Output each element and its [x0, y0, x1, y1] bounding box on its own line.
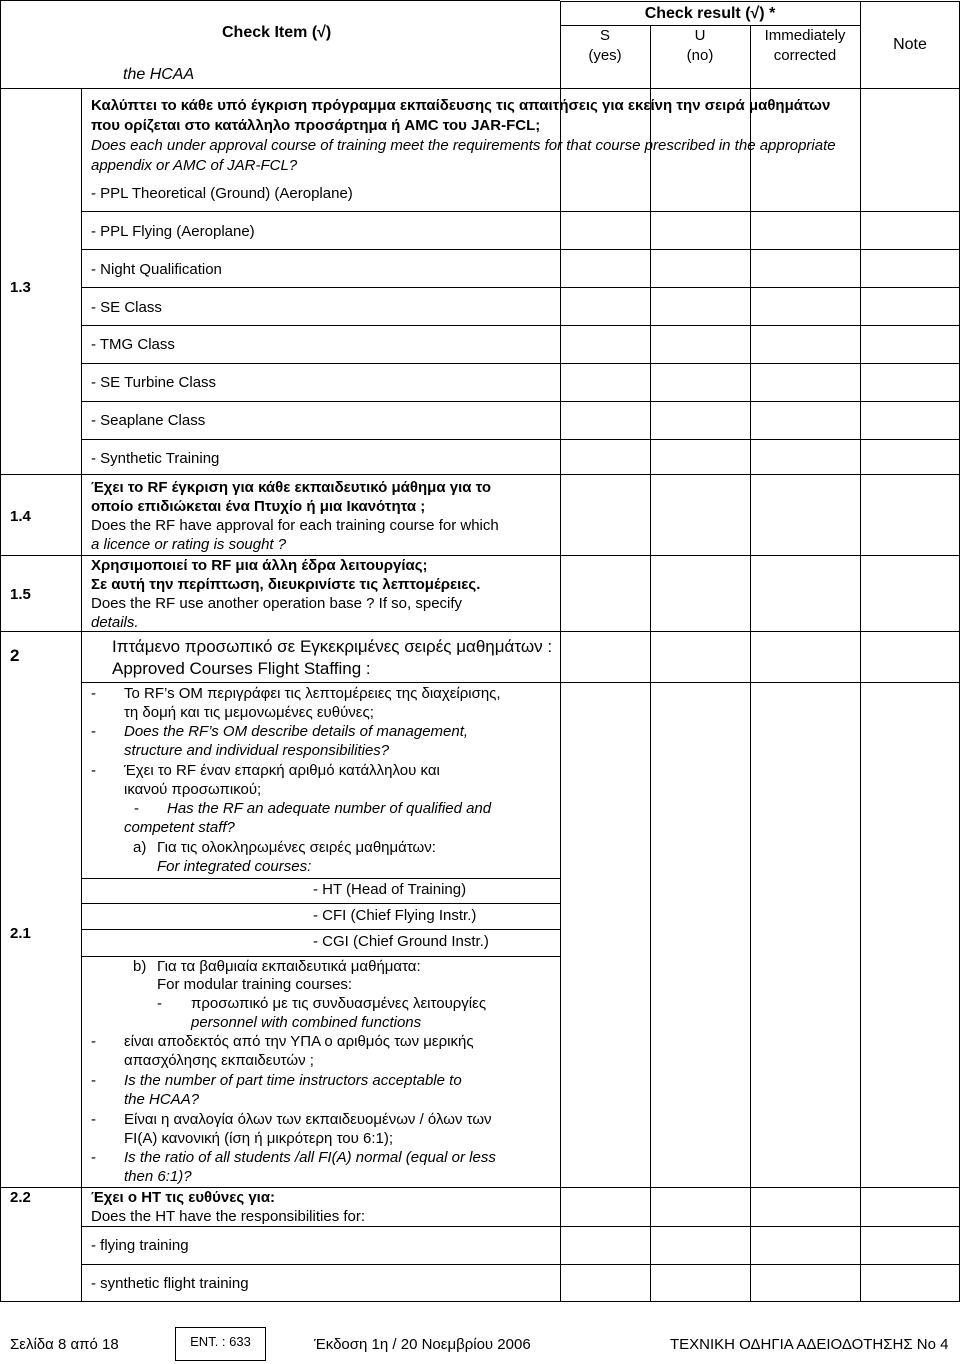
item-om-greek: Το RF’s OM περιγράφει τις λεπτομέρειες της διαχείρισης, [124, 685, 501, 702]
footer-guide: ΤΕΧΝΙΚΗ ΟΔΗΓΙΑ ΑΔΕΙΟΔΟΤΗΣΗΣ Νο 4 [670, 1336, 949, 1353]
rule [81, 363, 960, 364]
row-number-2: 2 [10, 646, 20, 665]
ratio-english: Is the ratio of all students /all FI(A) normal (equal or less [124, 1149, 496, 1166]
question-1-3-greek: Καλύπτει το κάθε υπό έγκριση πρόγραμμα εκπαίδευσης τις απαιτήσεις για εκείνη την σειρά μαθημάτων [91, 97, 831, 114]
question-1-5-greek: Χρησιμοποιεί το RF μια άλλη έδρα λειτουργίας; [91, 557, 428, 574]
modular-english: For modular training courses: [157, 976, 353, 993]
question-1-5-greek: Σε αυτή την περίπτωση, διευκρινίστε τις λεπτομέρειες. [91, 576, 481, 593]
item-staff-english: competent staff? [124, 819, 235, 836]
integrated-english: For integrated courses: [157, 858, 312, 875]
rule [81, 211, 960, 212]
row-number-1-5: 1.5 [10, 586, 31, 603]
row-number-2-1: 2.1 [10, 925, 31, 942]
list-item-cgi: - CGI (Chief Ground Instr.) [313, 933, 489, 950]
list-item: - flying training [91, 1237, 189, 1254]
note-header: Note [893, 36, 927, 53]
dash-bullet: - [91, 723, 96, 740]
question-1-4-english: a licence or rating is sought ? [91, 536, 287, 553]
ratio-english: then 6:1)? [124, 1168, 192, 1185]
list-item: - TMG Class [91, 336, 175, 353]
combined-english: personnel with combined functions [191, 1014, 422, 1031]
u-label: U [694, 27, 706, 44]
dash-bullet: - [134, 800, 139, 817]
question-2-2-english: Does the HT have the responsibilities for: [91, 1208, 366, 1225]
rule [0, 1301, 960, 1302]
question-1-3-english: appendix or AMC of JAR-FCL? [91, 157, 298, 174]
rule [0, 88, 960, 89]
rule [81, 88, 82, 1302]
dash-bullet: - [91, 762, 96, 779]
rule [81, 682, 960, 683]
rule [650, 25, 651, 1302]
yes-label: (yes) [588, 47, 622, 64]
list-item: - synthetic flight training [91, 1275, 249, 1292]
question-2-2-greek: Έχει ο HT τις ευθύνες για: [91, 1189, 276, 1206]
item-b-marker: b) [133, 958, 147, 975]
modular-greek: Για τα βαθμιαία εκπαιδευτικά μαθήματα: [157, 958, 421, 975]
rule [81, 325, 960, 326]
combined-greek: προσωπικό με τις συνδυασμένες λειτουργίες [191, 995, 487, 1012]
rule [0, 631, 960, 632]
dash-bullet: - [157, 995, 162, 1012]
list-item: - Night Qualification [91, 261, 222, 278]
rule [0, 0, 560, 1]
row-number-2-2: 2.2 [10, 1189, 31, 1206]
rule [81, 1226, 960, 1227]
ratio-greek: FI(A) κανονική (ίση ή μικρότερη του 6:1); [124, 1130, 394, 1147]
rule [81, 929, 560, 930]
question-1-4-english: Does the RF have approval for each training course for which [91, 517, 499, 534]
part-time-english: the HCAA? [124, 1091, 200, 1108]
rule [81, 439, 960, 440]
item-staff-greek: ικανού προσωπικού; [124, 781, 262, 798]
question-1-5-english: Does the RF use another operation base ? If so, specify [91, 595, 463, 612]
no-label: (no) [686, 47, 714, 64]
question-1-4-greek: οποίο επιδιώκεται ένα Πτυχίο ή μια Ικανότητα ; [91, 498, 426, 515]
footer-page: Σελίδα 8 από 18 [10, 1336, 119, 1353]
rule [81, 878, 560, 879]
ratio-greek: Είναι η αναλογία όλων των εκπαιδευομένων / όλων των [124, 1111, 492, 1128]
dash-bullet: - [91, 1033, 96, 1050]
question-1-4-greek: Έχει το RF έγκριση για κάθε εκπαιδευτικό μάθημα για το [91, 479, 492, 496]
item-om-english: structure and individual responsibilities? [124, 742, 390, 759]
item-staff-greek: Έχει το RF έναν επαρκή αριθμό κατάλληλου και [124, 762, 440, 779]
rule [750, 25, 751, 1302]
s-label: S [599, 27, 610, 44]
part-time-english: Is the number of part time instructors acceptable to [124, 1072, 462, 1089]
the-hcaa-label: the HCAA [123, 66, 195, 83]
item-a-marker: a) [133, 839, 147, 856]
corrected-label: corrected [773, 47, 837, 64]
dash-bullet: - [91, 1072, 96, 1089]
footer-ent-box [175, 1327, 266, 1361]
rule [560, 1, 561, 1302]
dash-bullet: - [91, 1111, 96, 1128]
part-time-greek: είναι αποδεκτός από την ΥΠΑ ο αριθμός των μερικής [124, 1033, 474, 1050]
list-item: - SE Turbine Class [91, 374, 217, 391]
rule [81, 903, 560, 904]
immediately-label: Immediately [764, 27, 846, 44]
row-number-1-3: 1.3 [10, 279, 31, 296]
dash-bullet: - [91, 1149, 96, 1166]
check-result-header: Check result (√) * [644, 5, 776, 22]
list-item: - SE Class [91, 299, 162, 316]
question-1-5-english: details. [91, 614, 139, 631]
item-om-english: Does the RF’s OM describe details of management, [124, 723, 469, 740]
list-item-cfi: - CFI (Chief Flying Instr.) [313, 907, 477, 924]
check-item-header: Check Item (√) [222, 24, 332, 41]
rule [860, 1, 861, 1302]
rule [81, 287, 960, 288]
footer-ent: ΕΝΤ. : 633 [190, 1334, 251, 1349]
dash-bullet: - [91, 685, 96, 702]
section-2-english: Approved Courses Flight Staffing : [112, 659, 371, 678]
question-1-3-greek: που ορίζεται στο κατάλληλο προσάρτημα ή AMC του JAR-FCL; [91, 117, 541, 134]
rule [81, 1264, 960, 1265]
rule [81, 249, 960, 250]
part-time-greek: απασχόλησης εκπαιδευτών ; [124, 1052, 314, 1069]
list-item: - Seaplane Class [91, 412, 206, 429]
list-item-ht: - HT (Head of Training) [313, 881, 467, 898]
section-2-greek: Ιπτάμενο προσωπικό σε Εγκεκριμένες σειρές μαθημάτων : [112, 637, 553, 656]
rule [0, 474, 960, 475]
list-item: - PPL Flying (Aeroplane) [91, 223, 255, 240]
list-item: - Synthetic Training [91, 450, 220, 467]
rule [81, 401, 960, 402]
row-number-1-4: 1.4 [10, 508, 31, 525]
list-item: - PPL Theoretical (Ground) (Aeroplane) [91, 185, 353, 202]
integrated-greek: Για τις ολοκληρωμένες σειρές μαθημάτων: [157, 839, 436, 856]
item-staff-english: Has the RF an adequate number of qualified and [167, 800, 492, 817]
question-1-3-english: Does each under approval course of training meet the requirements for that course prescribed in the appropriate [91, 137, 836, 154]
rule [0, 0, 1, 1302]
item-om-greek: τη δομή και τις μεμονωμένες ευθύνες; [124, 704, 374, 721]
rule [560, 1, 960, 2]
footer-edition: Έκδοση 1η / 20 Νοεμβρίου 2006 [314, 1336, 531, 1353]
